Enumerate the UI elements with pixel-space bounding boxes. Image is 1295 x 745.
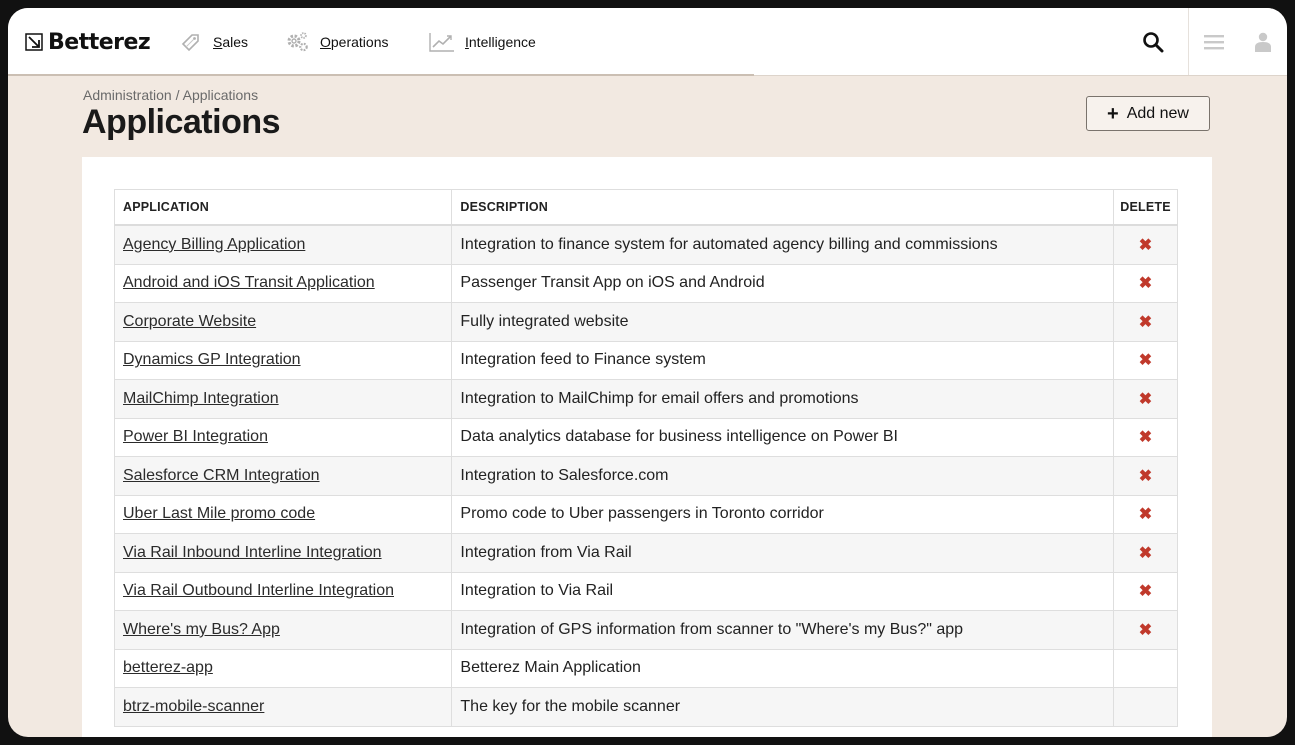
cell-description: The key for the mobile scanner xyxy=(452,688,1114,727)
cell-delete xyxy=(1114,341,1178,380)
top-nav xyxy=(8,8,1287,76)
app-window xyxy=(8,8,1287,737)
application-link[interactable]: Via Rail Outbound Interline Integration xyxy=(123,582,394,600)
table-row xyxy=(115,572,1178,611)
delete-icon[interactable]: ✖ xyxy=(1138,467,1153,485)
nav-operations[interactable] xyxy=(284,30,388,54)
breadcrumb[interactable]: Administration / Applications xyxy=(83,87,259,103)
cell-description: Integration of GPS information from scanner to "Where's my Bus?" app xyxy=(452,611,1114,650)
application-link[interactable]: Android and iOS Transit Application xyxy=(123,274,375,292)
delete-icon[interactable]: ✖ xyxy=(1138,390,1153,408)
cell-application xyxy=(115,225,452,264)
table-row xyxy=(115,264,1178,303)
user-button[interactable] xyxy=(1239,8,1287,75)
application-link[interactable]: Salesforce CRM Integration xyxy=(123,466,320,484)
cell-description: Integration to finance system for automated agency billing and commissions xyxy=(452,225,1114,264)
cell-description: Integration to Salesforce.com xyxy=(452,457,1114,496)
logo-arrow-icon xyxy=(24,32,44,52)
table-row xyxy=(115,380,1178,419)
nav-intelligence[interactable] xyxy=(429,30,536,54)
table-row xyxy=(115,457,1178,496)
cell-description: Integration feed to Finance system xyxy=(452,341,1114,380)
cell-application xyxy=(115,572,452,611)
user-icon xyxy=(1254,32,1272,52)
nav-intelligence-label: Intelligence xyxy=(465,34,536,50)
cell-description: Betterez Main Application xyxy=(452,649,1114,688)
column-header-description: DESCRIPTION xyxy=(452,190,1114,226)
delete-icon[interactable]: ✖ xyxy=(1138,352,1153,370)
delete-icon[interactable]: ✖ xyxy=(1138,313,1153,331)
application-link[interactable]: Uber Last Mile promo code xyxy=(123,505,316,523)
delete-icon[interactable]: ✖ xyxy=(1138,236,1153,254)
delete-icon[interactable]: ✖ xyxy=(1138,583,1153,601)
cell-application xyxy=(115,649,452,688)
table-row xyxy=(115,225,1178,264)
top-actions xyxy=(1118,8,1287,75)
cell-description: Integration to MailChimp for email offers and promotions xyxy=(452,380,1114,419)
cell-application xyxy=(115,380,452,419)
cell-delete xyxy=(1114,380,1178,419)
search-button[interactable] xyxy=(1118,8,1189,75)
cell-application xyxy=(115,495,452,534)
cell-delete xyxy=(1114,688,1178,727)
delete-icon[interactable]: ✖ xyxy=(1138,544,1153,562)
application-link[interactable]: Power BI Integration xyxy=(123,428,268,446)
application-link[interactable]: btrz-mobile-scanner xyxy=(123,697,265,715)
column-header-application: APPLICATION xyxy=(115,190,452,226)
cell-application xyxy=(115,534,452,573)
page-title: Applications xyxy=(82,103,281,141)
column-header-delete: DELETE xyxy=(1114,190,1178,226)
delete-icon[interactable]: ✖ xyxy=(1138,275,1153,293)
cell-delete xyxy=(1114,534,1178,573)
plus-icon: + xyxy=(1107,102,1119,125)
search-icon xyxy=(1142,31,1164,53)
application-link[interactable]: Dynamics GP Integration xyxy=(123,351,301,369)
add-new-label: Add new xyxy=(1126,104,1189,122)
nav-operations-label: Operations xyxy=(320,34,389,50)
application-link[interactable]: Via Rail Inbound Interline Integration xyxy=(123,543,382,561)
cell-application xyxy=(115,264,452,303)
cell-application xyxy=(115,303,452,342)
cell-description: Integration to Via Rail xyxy=(452,572,1114,611)
cell-delete xyxy=(1114,572,1178,611)
cell-delete xyxy=(1114,611,1178,650)
cell-application xyxy=(115,688,452,727)
delete-icon[interactable]: ✖ xyxy=(1138,621,1153,639)
table-row xyxy=(115,649,1178,688)
cell-description: Data analytics database for business intelligence on Power BI xyxy=(452,418,1114,457)
gears-icon xyxy=(284,30,310,54)
table-row xyxy=(115,341,1178,380)
loading-bar xyxy=(8,74,754,76)
cell-delete xyxy=(1114,457,1178,496)
table-row xyxy=(115,303,1178,342)
cell-application xyxy=(115,418,452,457)
cell-application xyxy=(115,457,452,496)
table-header-row xyxy=(115,190,1178,226)
cell-application xyxy=(115,611,452,650)
table-row xyxy=(115,611,1178,650)
applications-table xyxy=(114,189,1178,727)
add-new-button[interactable] xyxy=(1086,96,1210,131)
table-row xyxy=(115,495,1178,534)
cell-description: Passenger Transit App on iOS and Android xyxy=(452,264,1114,303)
application-link[interactable]: betterez-app xyxy=(123,659,213,677)
cell-description: Promo code to Uber passengers in Toronto corridor xyxy=(452,495,1114,534)
brand-name: Betterez xyxy=(48,29,151,55)
table-row xyxy=(115,534,1178,573)
cell-delete xyxy=(1114,418,1178,457)
nav-sales[interactable] xyxy=(177,30,248,54)
applications-card xyxy=(82,157,1212,737)
cell-delete xyxy=(1114,264,1178,303)
table-row xyxy=(115,688,1178,727)
chart-line-icon xyxy=(429,30,455,54)
cell-delete xyxy=(1114,649,1178,688)
menu-button[interactable] xyxy=(1189,8,1239,75)
cell-application xyxy=(115,341,452,380)
delete-icon[interactable]: ✖ xyxy=(1138,506,1153,524)
table-row xyxy=(115,418,1178,457)
hamburger-icon xyxy=(1204,33,1224,51)
cell-description: Fully integrated website xyxy=(452,303,1114,342)
cell-delete xyxy=(1114,303,1178,342)
tag-icon xyxy=(177,30,203,54)
application-link[interactable]: MailChimp Integration xyxy=(123,389,279,407)
cell-delete xyxy=(1114,225,1178,264)
cell-description: Integration from Via Rail xyxy=(452,534,1114,573)
cell-delete xyxy=(1114,495,1178,534)
application-link[interactable]: Corporate Website xyxy=(123,312,257,330)
application-link[interactable]: Agency Billing Application xyxy=(123,235,306,253)
delete-icon[interactable]: ✖ xyxy=(1138,429,1153,447)
nav-sales-label: Sales xyxy=(213,34,249,50)
logo[interactable] xyxy=(24,28,150,56)
application-link[interactable]: Where's my Bus? App xyxy=(123,620,280,638)
